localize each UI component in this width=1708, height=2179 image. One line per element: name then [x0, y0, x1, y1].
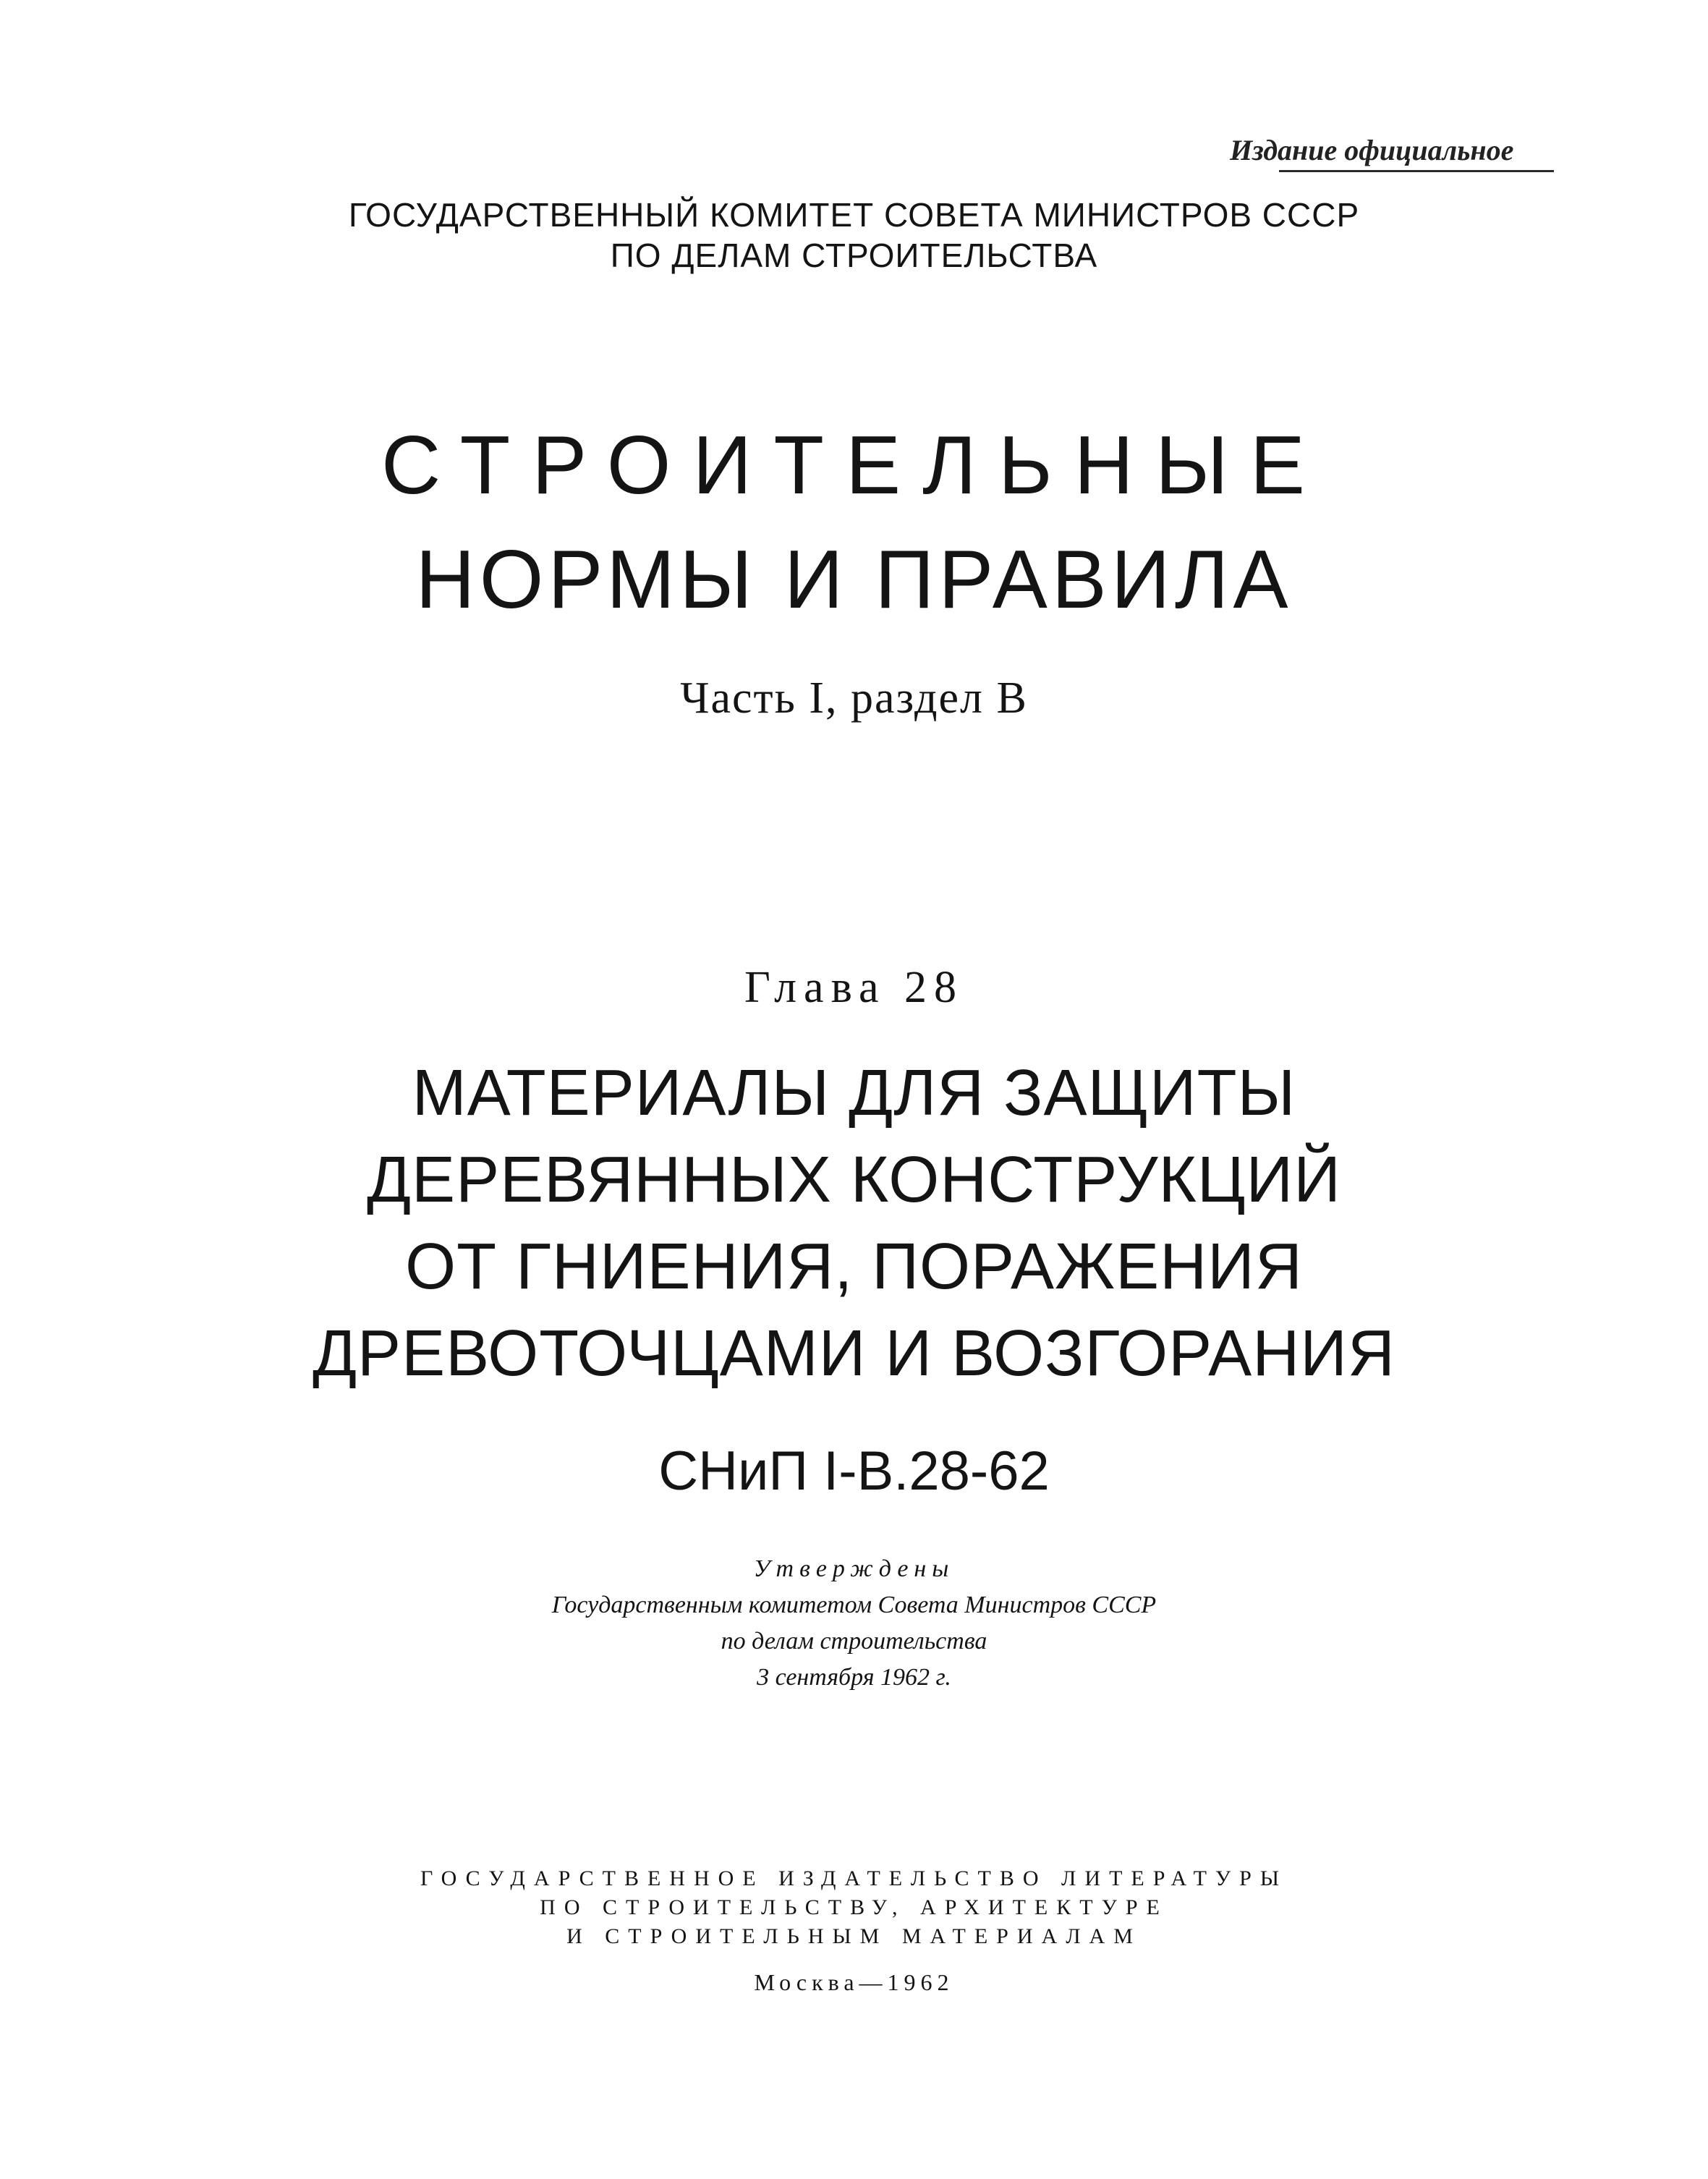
committee-line-2: ПО ДЕЛАМ СТРОИТЕЛЬСТВА: [610, 237, 1098, 274]
official-edition-underline: [1279, 170, 1554, 172]
subject-line-2: ДЕРЕВЯННЫХ КОНСТРУКЦИЙ: [367, 1144, 1341, 1216]
subject-line-4: ДРЕВОТОЧЦАМИ И ВОЗГОРАНИЯ: [313, 1317, 1395, 1390]
official-edition-note: Издание официальное: [1230, 134, 1514, 166]
approval-date: 3 сентября 1962 г.: [757, 1664, 951, 1691]
subject-line-1: МАТЕРИАЛЫ ДЛЯ ЗАЩИТЫ: [412, 1057, 1296, 1129]
snip-code: СНиП I-В.28-62: [658, 1440, 1050, 1502]
main-title-line-1: СТРОИТЕЛЬНЫЕ: [381, 420, 1327, 511]
publisher-line-2: ПО СТРОИТЕЛЬСТВУ, АРХИТЕКТУРЕ: [540, 1895, 1168, 1919]
publisher-line-1: ГОСУДАРСТВЕННОЕ ИЗДАТЕЛЬСТВО ЛИТЕРАТУРЫ: [420, 1866, 1288, 1890]
main-title-line-2: НОРМЫ И ПРАВИЛА: [415, 534, 1293, 626]
committee-line-1: ГОСУДАРСТВЕННЫЙ КОМИТЕТ СОВЕТА МИНИСТРОВ СССР: [348, 196, 1360, 234]
approval-authority-sub: по делам строительства: [721, 1628, 987, 1655]
part-section: Часть I, раздел В: [680, 674, 1028, 723]
chapter-number: Глава 28: [744, 963, 964, 1012]
approval-authority: Государственным комитетом Совета Министров СССР: [551, 1592, 1157, 1618]
publisher-line-3: И СТРОИТЕЛЬНЫМ МАТЕРИАЛАМ: [566, 1924, 1142, 1948]
city-year: Москва—1962: [754, 1969, 954, 1995]
subject-line-3: ОТ ГНИЕНИЯ, ПОРАЖЕНИЯ: [405, 1231, 1303, 1303]
approval-label: Утверждены: [753, 1555, 955, 1582]
